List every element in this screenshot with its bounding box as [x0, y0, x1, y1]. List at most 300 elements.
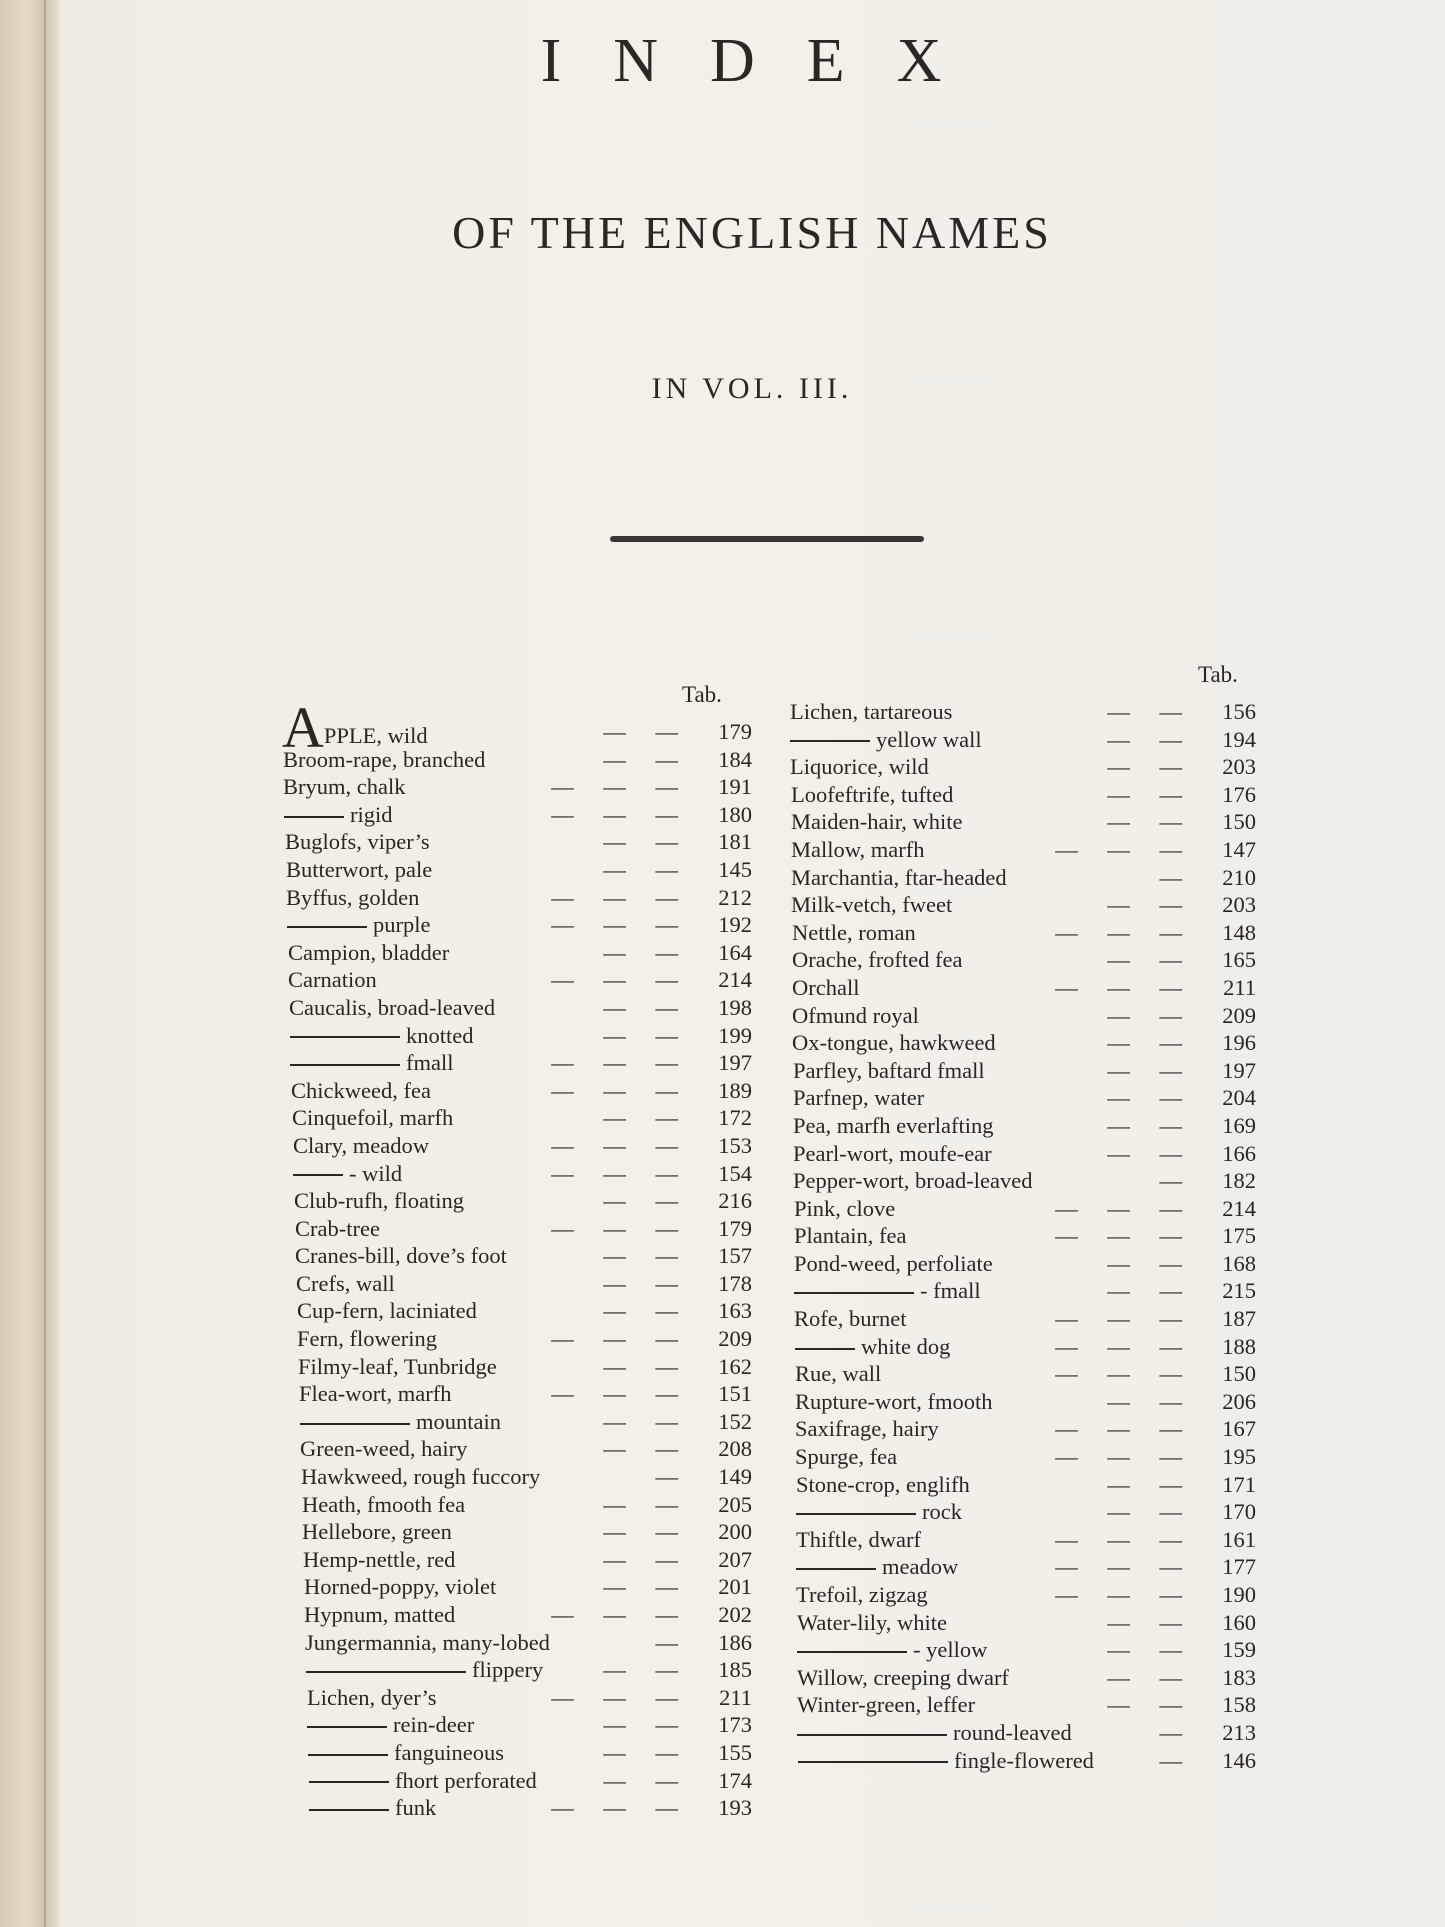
- tab-number: 175: [1222, 1223, 1256, 1249]
- leader-dashes: — — —: [551, 1684, 690, 1710]
- entry-name: Lichen, tartareous: [790, 699, 953, 724]
- tab-number: 154: [718, 1160, 752, 1186]
- tab-number: 186: [718, 1629, 752, 1655]
- ditto-rule: [796, 1513, 916, 1515]
- leader-dashes: — —: [603, 1436, 690, 1462]
- leader-dashes: — —: [603, 746, 690, 772]
- index-entry: [792, 1029, 1256, 1057]
- tab-number: 210: [1222, 864, 1256, 890]
- leader-dashes: — — —: [1055, 1223, 1194, 1249]
- entry-name: Hypnum, matted: [304, 1602, 456, 1627]
- index-entry: [283, 746, 752, 774]
- tab-number: 193: [718, 1795, 752, 1821]
- index-entry: [798, 1747, 1256, 1775]
- page-subtitle: OF THE ENGLISH NAMES: [452, 207, 1052, 258]
- entry-name: Rue, wall: [795, 1361, 882, 1387]
- binding-line: [44, 0, 46, 1927]
- entry-name: Buglofs, viper’s: [285, 829, 430, 855]
- leader-dashes: — —: [603, 829, 690, 855]
- index-entry: [790, 726, 1256, 754]
- entry-name: fhort perforated: [395, 1767, 537, 1793]
- leader-dashes: — — —: [551, 912, 690, 938]
- leader-dashes: — — —: [1055, 919, 1194, 945]
- index-entry: [297, 1297, 752, 1325]
- entry-name: Clary, meadow: [293, 1132, 429, 1158]
- leader-dashes: — — —: [551, 967, 690, 993]
- leader-dashes: — — —: [1055, 1416, 1194, 1442]
- index-entry: [309, 1794, 752, 1822]
- entry-name: Orache, frofted fea: [792, 947, 963, 973]
- tab-number: 180: [718, 801, 752, 827]
- entry-name: Byffus, golden: [286, 884, 420, 910]
- entry-name: rigid: [350, 801, 393, 827]
- leader-dashes: — —: [603, 1298, 690, 1324]
- leader-dashes: — —: [1107, 1085, 1194, 1111]
- entry-name: Hemp-nettle, red: [303, 1546, 456, 1572]
- leader-dashes: — —: [603, 1739, 690, 1765]
- tab-number: 171: [1222, 1471, 1256, 1497]
- index-entry: [304, 1573, 752, 1601]
- entry-name: Spurge, fea: [795, 1444, 898, 1470]
- entry-name: Lichen, dyer’s: [307, 1684, 437, 1710]
- book-gutter: [0, 0, 60, 1927]
- tab-number: 185: [718, 1657, 752, 1683]
- entry-name: - wild: [349, 1160, 403, 1186]
- tab-number: 167: [1222, 1416, 1256, 1442]
- ditto-rule: [798, 1761, 948, 1763]
- entry-name: Stone-crop, englifh: [796, 1471, 970, 1497]
- leader-dashes: — —: [1107, 1002, 1194, 1028]
- index-entry: [796, 1471, 1256, 1499]
- tab-number: 214: [718, 967, 752, 993]
- leader-dashes: — —: [1107, 1388, 1194, 1414]
- tab-number: 202: [718, 1602, 752, 1627]
- entry-name: Cranes-bill, dove’s foot: [295, 1243, 507, 1269]
- leader-dashes: — —: [603, 1243, 690, 1269]
- tab-number: 204: [1222, 1085, 1256, 1111]
- entry-name: Marchantia, ftar-headed: [791, 864, 1007, 890]
- leader-dashes: — — —: [1055, 1526, 1194, 1552]
- entry-name: Jungermannia, many-lobed: [305, 1629, 550, 1655]
- leader-dashes: — —: [603, 1519, 690, 1545]
- index-entry: [794, 1250, 1256, 1278]
- entry-name: Willow, creeping dwarf: [797, 1664, 1009, 1690]
- index-entry: [790, 698, 1256, 726]
- index-entry: [797, 1664, 1256, 1692]
- tab-heading-right: Tab.: [1198, 662, 1238, 687]
- index-entry: [797, 1691, 1256, 1719]
- leader-dashes: — — —: [1055, 836, 1194, 862]
- tab-number: 209: [718, 1326, 752, 1352]
- entry-name: meadow: [882, 1554, 959, 1580]
- entry-name: funk: [395, 1795, 437, 1821]
- leader-dashes: — — —: [1055, 1306, 1194, 1332]
- leader-dashes: — —: [603, 719, 690, 744]
- entry-name: mountain: [416, 1408, 501, 1434]
- tab-number: 177: [1222, 1554, 1256, 1580]
- leader-dashes: — — —: [1055, 1554, 1194, 1580]
- leader-dashes: — —: [1107, 1609, 1194, 1635]
- index-entry: [792, 974, 1256, 1002]
- leader-dashes: — —: [603, 994, 690, 1020]
- entry-name: Crab-tree: [295, 1215, 380, 1241]
- tab-number: 213: [1222, 1719, 1256, 1745]
- index-entry: [302, 1518, 752, 1546]
- entry-name: Rofe, burnet: [794, 1306, 907, 1332]
- index-entry: [294, 1187, 752, 1215]
- entry-name: Nettle, roman: [792, 919, 916, 945]
- index-entry: [302, 1491, 752, 1519]
- ditto-rule: [308, 1754, 388, 1756]
- ditto-rule: [795, 1348, 855, 1350]
- leader-dashes: —: [1159, 1168, 1194, 1194]
- index-entry: [284, 801, 752, 829]
- ditto-rule: [287, 926, 367, 928]
- tab-number: 150: [1222, 809, 1256, 835]
- tab-number: 178: [718, 1270, 752, 1296]
- index-entry: [295, 1242, 752, 1270]
- tab-number: 153: [718, 1132, 752, 1158]
- tab-number: 179: [718, 1215, 752, 1241]
- entry-name: Maiden-hair, white: [791, 809, 963, 835]
- entry-name: - fmall: [920, 1278, 981, 1304]
- leader-dashes: — — —: [1055, 1333, 1194, 1359]
- leader-dashes: — —: [1107, 781, 1194, 807]
- ditto-rule: [309, 1781, 389, 1783]
- ditto-rule: [307, 1726, 387, 1728]
- tab-number: 159: [1222, 1637, 1256, 1663]
- ditto-rule: [790, 740, 870, 742]
- index-entry: [790, 753, 1256, 781]
- leader-dashes: —: [655, 1464, 690, 1490]
- index-entry: [793, 1084, 1256, 1112]
- index-entry: [797, 1609, 1256, 1637]
- entry-name: Pepper-wort, broad-leaved: [793, 1168, 1033, 1194]
- index-entry: [292, 1104, 752, 1132]
- entry-name: Orchall: [792, 974, 860, 1000]
- index-entry: [301, 1463, 752, 1491]
- tab-number: 165: [1222, 947, 1256, 973]
- tab-number: 162: [718, 1353, 752, 1379]
- leader-dashes: — — —: [1055, 1582, 1194, 1607]
- index-entry: [308, 1739, 752, 1767]
- tab-number: 146: [1222, 1747, 1256, 1773]
- leader-dashes: — —: [1107, 1692, 1194, 1718]
- tab-number: 183: [1222, 1664, 1256, 1690]
- entry-name: Liquorice, wild: [790, 754, 929, 780]
- leader-dashes: — —: [603, 1188, 690, 1214]
- index-entry: [795, 1443, 1256, 1471]
- leader-dashes: — — —: [551, 1381, 690, 1407]
- entry-name: Filmy-leaf, Tunbridge: [298, 1353, 497, 1379]
- tab-number: 216: [718, 1188, 752, 1214]
- tab-number: 211: [719, 1684, 752, 1710]
- tab-number: 166: [1222, 1140, 1256, 1166]
- leader-dashes: — —: [1107, 1664, 1194, 1690]
- leader-dashes: — —: [603, 1022, 690, 1048]
- page-title: INDEX: [540, 27, 994, 95]
- entry-name: fanguineous: [394, 1739, 504, 1765]
- index-entry: [286, 856, 752, 884]
- leader-dashes: — —: [1107, 1499, 1194, 1525]
- tab-number: 199: [718, 1022, 752, 1048]
- leader-dashes: — —: [603, 1270, 690, 1296]
- leader-dashes: —: [655, 1629, 690, 1655]
- entry-name: purple: [373, 912, 431, 938]
- entry-name: Rupture-wort, fmooth: [795, 1388, 993, 1414]
- tab-number: 147: [1222, 836, 1256, 862]
- entry-name: Fern, flowering: [297, 1326, 437, 1352]
- ditto-rule: [797, 1651, 907, 1653]
- entry-name: yellow wall: [876, 726, 982, 752]
- index-entry: [797, 1719, 1256, 1747]
- tab-number: 189: [718, 1077, 752, 1103]
- index-entry: [289, 994, 752, 1022]
- leader-dashes: — — —: [551, 1215, 690, 1241]
- tab-number: 149: [718, 1464, 752, 1490]
- entry-name: Parfley, baftard fmall: [793, 1057, 985, 1083]
- tab-number: 152: [718, 1408, 752, 1434]
- entry-name: fingle-flowered: [954, 1747, 1094, 1773]
- entry-name: Ox-tongue, hawkweed: [792, 1030, 996, 1056]
- entry-name: Hawkweed, rough fuccory: [301, 1464, 541, 1490]
- leader-dashes: — —: [1107, 1250, 1194, 1276]
- leader-dashes: — —: [603, 1574, 690, 1600]
- index-entry: [795, 1333, 1256, 1361]
- index-entry: [793, 1112, 1256, 1140]
- leader-dashes: — — —: [551, 1795, 690, 1821]
- tab-number: 150: [1222, 1361, 1256, 1387]
- entry-name: Cup-fern, laciniated: [297, 1298, 477, 1324]
- leader-dashes: — —: [1107, 1112, 1194, 1138]
- leader-dashes: — — —: [551, 884, 690, 910]
- entry-name: round-leaved: [953, 1719, 1072, 1745]
- index-entry: [300, 1408, 752, 1436]
- entry-name: Plantain, fea: [794, 1223, 907, 1249]
- index-entry: [305, 1629, 752, 1657]
- leader-dashes: — —: [1107, 1057, 1194, 1083]
- entry-name: Hellebore, green: [302, 1519, 452, 1545]
- index-entry: [288, 939, 752, 967]
- index-entry: [791, 864, 1256, 892]
- tab-number: 182: [1222, 1168, 1256, 1194]
- entry-name: Water-lily, white: [797, 1609, 947, 1635]
- entry-name: Parfnep, water: [793, 1085, 925, 1111]
- index-entry: [795, 1388, 1256, 1416]
- tab-number: 203: [1222, 754, 1256, 780]
- tab-number: 174: [718, 1767, 752, 1793]
- leader-dashes: — — —: [1055, 1361, 1194, 1387]
- index-entry: [290, 1022, 752, 1050]
- tab-number: 173: [718, 1712, 752, 1738]
- index-entry: [796, 1526, 1256, 1554]
- tab-number: 148: [1222, 919, 1256, 945]
- index-entry: [285, 828, 752, 856]
- index-entry: [293, 1160, 752, 1188]
- entry-name: Club-rufh, floating: [294, 1188, 464, 1214]
- index-entry: [307, 1684, 752, 1712]
- leader-dashes: — — —: [1055, 1444, 1194, 1470]
- leader-dashes: — — —: [551, 774, 690, 800]
- tab-number: 201: [718, 1574, 752, 1600]
- leader-dashes: — — —: [551, 1077, 690, 1103]
- tab-number: 187: [1222, 1306, 1256, 1332]
- leader-dashes: — —: [603, 1767, 690, 1793]
- tab-number: 158: [1222, 1692, 1256, 1718]
- entry-name: Ofmund royal: [792, 1002, 919, 1028]
- index-entry: [793, 1167, 1256, 1195]
- leader-dashes: — — —: [551, 1050, 690, 1076]
- index-entry: [300, 1435, 752, 1463]
- tab-number: 170: [1222, 1499, 1256, 1525]
- index-entry: [794, 1195, 1256, 1223]
- leader-dashes: — —: [1107, 947, 1194, 973]
- ditto-rule: [306, 1671, 466, 1673]
- tab-number: 211: [1223, 974, 1256, 1000]
- tab-heading-left: Tab.: [682, 682, 722, 707]
- leader-dashes: —: [1159, 864, 1194, 890]
- leader-dashes: — —: [1107, 754, 1194, 780]
- index-list-left: [282, 695, 752, 1822]
- tab-number: 206: [1222, 1388, 1256, 1414]
- tab-number: 155: [718, 1739, 752, 1765]
- index-entry: [795, 1415, 1256, 1443]
- index-entry: [793, 1057, 1256, 1085]
- tab-number: 198: [718, 994, 752, 1020]
- leader-dashes: — —: [1107, 809, 1194, 835]
- tab-number: 200: [718, 1519, 752, 1545]
- index-entry: [291, 1077, 752, 1105]
- entry-name: knotted: [406, 1022, 474, 1048]
- entry-name: white dog: [861, 1333, 951, 1359]
- index-entry: [797, 1636, 1256, 1664]
- index-entry: [791, 891, 1256, 919]
- index-entry: [299, 1380, 752, 1408]
- entry-name: Broom-rape, branched: [283, 746, 486, 772]
- index-entry: [293, 1132, 752, 1160]
- ditto-rule: [797, 1734, 947, 1736]
- leader-dashes: — —: [603, 1408, 690, 1434]
- index-entry: [796, 1553, 1256, 1581]
- leader-dashes: — — —: [1055, 1195, 1194, 1221]
- tab-number: 208: [718, 1436, 752, 1462]
- tab-number: 161: [1222, 1526, 1256, 1552]
- ditto-rule: [284, 816, 344, 818]
- ditto-rule: [794, 1292, 914, 1294]
- entry-name: Saxifrage, hairy: [795, 1416, 939, 1442]
- ditto-rule: [293, 1174, 343, 1176]
- entry-name: Pond-weed, perfoliate: [794, 1250, 993, 1276]
- entry-name: Flea-wort, marfh: [299, 1381, 452, 1407]
- tab-number: 214: [1222, 1195, 1256, 1221]
- leader-dashes: — — —: [551, 1132, 690, 1158]
- leader-dashes: — — —: [551, 801, 690, 827]
- index-entry: [295, 1215, 752, 1243]
- tab-number: 205: [718, 1491, 752, 1517]
- entry-name: Loofeftrife, tufted: [791, 781, 954, 807]
- tab-number: 176: [1222, 781, 1256, 807]
- index-entry: [791, 781, 1256, 809]
- tab-number: 207: [718, 1546, 752, 1572]
- tab-number: 163: [718, 1298, 752, 1324]
- volume-label: IN VOL. III.: [651, 372, 853, 405]
- leader-dashes: — —: [603, 1546, 690, 1572]
- entry-name: Caucalis, broad-leaved: [289, 994, 496, 1020]
- index-entry: [283, 773, 752, 801]
- tab-number: 197: [718, 1050, 752, 1076]
- leader-dashes: — —: [1107, 892, 1194, 918]
- index-entry: [304, 1601, 752, 1629]
- entry-name: Trefoil, zigzag: [796, 1582, 928, 1607]
- leader-dashes: — —: [1107, 1471, 1194, 1497]
- entry-name: Butterwort, pale: [286, 856, 433, 882]
- entry-name: Campion, bladder: [288, 939, 450, 965]
- tab-number: 194: [1222, 726, 1256, 752]
- leader-dashes: — —: [603, 1105, 690, 1131]
- entry-name: Thiftle, dwarf: [796, 1526, 921, 1552]
- index-entry: [794, 1222, 1256, 1250]
- leader-dashes: — —: [1107, 1030, 1194, 1056]
- tab-number: 179: [718, 719, 752, 744]
- index-entry: [297, 1325, 752, 1353]
- index-entry: [290, 1049, 752, 1077]
- leader-dashes: — —: [603, 1353, 690, 1379]
- index-entry: [794, 1277, 1256, 1305]
- entry-name: fmall: [406, 1050, 454, 1076]
- tab-number: 169: [1222, 1112, 1256, 1138]
- leader-dashes: — — —: [551, 1326, 690, 1352]
- tab-number: 160: [1222, 1609, 1256, 1635]
- index-entry: [307, 1711, 752, 1739]
- entry-name: APPLE, wild: [282, 695, 428, 760]
- entry-name: Winter-green, leffer: [797, 1692, 976, 1718]
- tab-number: 195: [1222, 1444, 1256, 1470]
- leader-dashes: —: [1159, 1719, 1194, 1745]
- entry-name: Heath, fmooth fea: [302, 1491, 466, 1517]
- index-entry: [298, 1353, 752, 1381]
- tab-number: 181: [718, 829, 752, 855]
- tab-number: 168: [1222, 1250, 1256, 1276]
- entry-name: rein-deer: [393, 1712, 475, 1738]
- leader-dashes: — —: [603, 939, 690, 965]
- entry-name: Pink, clove: [794, 1195, 896, 1221]
- index-entry: [796, 1581, 1256, 1609]
- leader-dashes: — —: [1107, 1278, 1194, 1304]
- index-entry: [796, 1498, 1256, 1526]
- index-entry: [792, 919, 1256, 947]
- entry-name: Carnation: [288, 967, 377, 993]
- index-entry: [791, 808, 1256, 836]
- tab-number: 215: [1222, 1278, 1256, 1304]
- entry-name: Mallow, marfh: [791, 836, 925, 862]
- tab-number: 151: [718, 1381, 752, 1407]
- ditto-rule: [300, 1423, 410, 1425]
- tab-number: 145: [718, 856, 752, 882]
- leader-dashes: — —: [603, 1712, 690, 1738]
- ditto-rule: [309, 1809, 389, 1811]
- index-entry: [288, 966, 752, 994]
- tab-number: 184: [718, 746, 752, 772]
- decorative-rule: [610, 536, 924, 542]
- leader-dashes: — —: [1107, 726, 1194, 752]
- index-entry: [303, 1546, 752, 1574]
- entry-name: Crefs, wall: [296, 1270, 395, 1296]
- tab-number: 164: [718, 939, 752, 965]
- index-entry: [795, 1360, 1256, 1388]
- index-entry: [286, 884, 752, 912]
- tab-number: 197: [1222, 1057, 1256, 1083]
- index-entry: [296, 1270, 752, 1298]
